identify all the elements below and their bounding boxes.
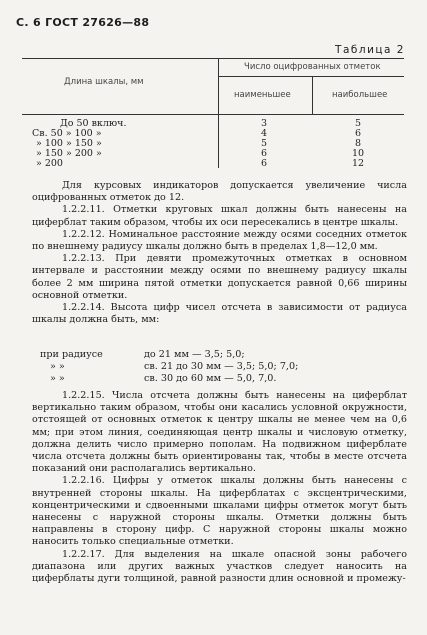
row-max: 6 [354, 128, 362, 139]
row-max: 12 [351, 158, 365, 169]
row-label: » 150 » 200 » [36, 148, 102, 159]
body-text-1 [32, 180, 407, 326]
radius-line-value: св. 21 до 30 мм — 3,5; 5,0; 7,0; [144, 361, 299, 372]
row-label: » 200 [36, 158, 63, 169]
table-2 [22, 58, 404, 168]
radius-line-value: до 21 мм — 3,5; 5,0; [144, 349, 245, 360]
row-min: 5 [260, 138, 268, 149]
row-min: 6 [260, 158, 268, 169]
radius-line-label: » » [50, 373, 65, 384]
paragraph: 1.2.2.12. Номинальное расстояние между осями соседних отметок по внешнему радиусу шкалы должно быть в пределах 1,8—12,0 мм. [32, 228, 407, 253]
paragraph: 1.2.2.11. Отметки круговых шкал должны быть нанесены на циферблат таким образом, чтобы их оси пересекались в центре шкалы. [32, 204, 407, 228]
page-header: С. 6 ГОСТ 27626—88 [16, 16, 150, 29]
paragraph: 1.2.2.17. Для выделения на шкале опасной зоны рабочего диапазона или других важных участков следует наносить на циферблаты дуги толщиной, равной разности длин основной и промежу- [32, 548, 407, 585]
row-label: До 50 включ. [60, 118, 127, 129]
row-min: 3 [260, 118, 268, 129]
row-min: 4 [260, 128, 268, 139]
col-length-header: Длина шкалы, мм [64, 77, 144, 87]
paragraph: 1.2.2.15. Числа отсчета должны быть нанесены на циферблат вертикально таким образом, чтобы они касались условной окружности, отстоящей от основных отметок к центру шкалы не менее чем на 0,6 мм; при этом линия, соединяющая центр шкалы и числовую отметку, должна делить число примерно пополам. На подвижном циферблате числа отсчета должны быть ориентированы так, чтобы в месте отсчета показаний они располагались вертикально. [32, 390, 407, 475]
radius-line-label: » » [50, 361, 65, 372]
body-text-2 [32, 390, 407, 585]
radius-line-value: св. 30 до 60 мм — 5,0, 7,0. [144, 373, 277, 384]
radius-line-label: при радиусе [40, 349, 103, 360]
row-min: 6 [260, 148, 268, 159]
paragraph: 1.2.2.14. Высота цифр чисел отсчета в зависимости от радиуса шкалы должна быть, мм: [32, 302, 407, 326]
paragraph: Для курсовых индикаторов допускается увеличение числа оцифрованных отметок до 12. [32, 180, 407, 204]
row-max: 5 [354, 118, 362, 129]
paragraph: 1.2.2.13. При девяти промежуточных отметках в основном интервале и расстоянии между осями по внешнему радиусу шкалы более 2 мм ширина пятой отметки допускается равной 0,66 ширины основной отметки. [32, 253, 407, 301]
row-max: 8 [354, 138, 362, 149]
col-max-header: наибольшее [332, 90, 388, 100]
row-label: » 100 » 150 » [36, 138, 102, 149]
col-min-header: наименьшее [234, 90, 291, 100]
row-max: 10 [351, 148, 365, 159]
paragraph: 1.2.2.16. Цифры у отметок шкалы должны быть нанесены с внутренней стороны шкалы. На циферблатах с эксцентрическими, концентрическими и сдвоенными шкалами цифры отметок могут быть нанесены с наружной стороны шкалы. Отметки должны быть направлены в сторону цифр. С наружной стороны шкалы можно наносить только специальные отметки. [32, 475, 407, 548]
table-caption: Таблица 2 [335, 44, 405, 56]
col-group-header: Число оцифрованных отметок [244, 62, 381, 72]
row-label: Св. 50 » 100 » [32, 128, 102, 139]
